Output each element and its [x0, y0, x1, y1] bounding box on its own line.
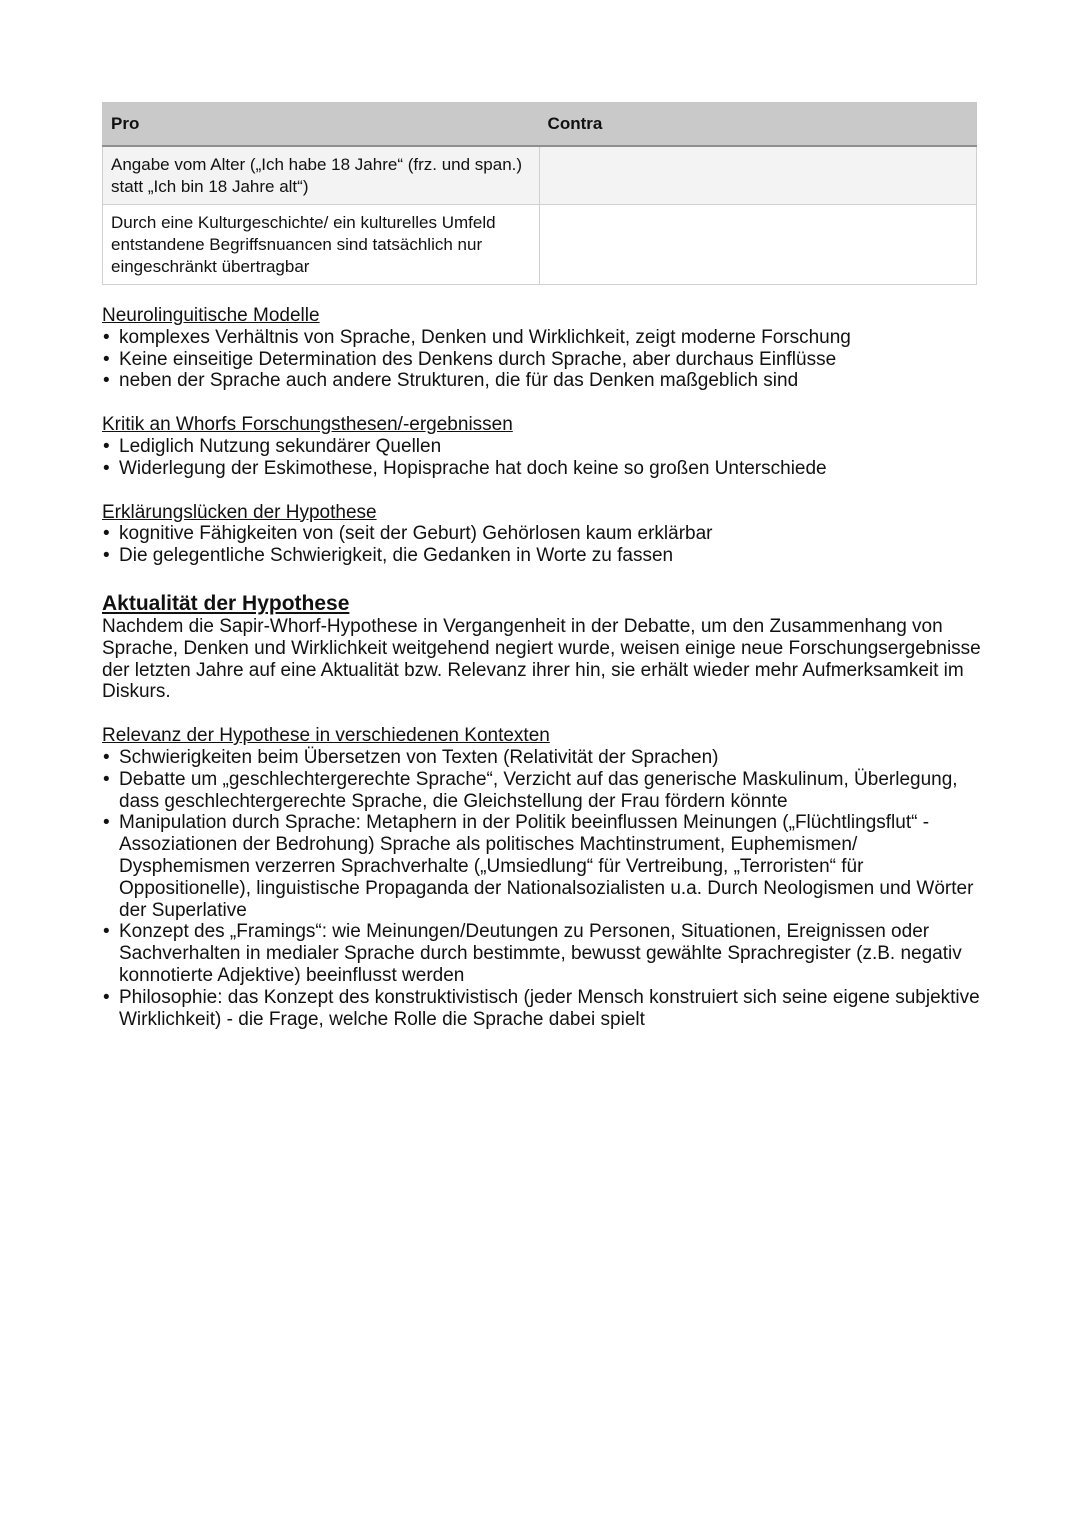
bullet-list: [102, 327, 982, 392]
document-body: [102, 305, 982, 1030]
list-item: • Lediglich Nutzung sekundärer Quellen: [102, 436, 982, 458]
pro-contra-table: [102, 102, 977, 285]
list-item: • kognitive Fähigkeiten von (seit der Geburt) Gehörlosen kaum erklärbar: [102, 523, 982, 545]
bullet-list: [102, 523, 982, 567]
list-item: • Schwierigkeiten beim Übersetzen von Texten (Relativität der Sprachen): [102, 747, 982, 769]
section-explanation-gaps: [102, 502, 982, 567]
table-cell-pro: Durch eine Kulturgeschichte/ ein kulturelles Umfeld entstandene Begriffsnuancen sind tatsächlich nur eingeschränkt übertragbar: [103, 205, 540, 285]
list-item: • Konzept des „Framings“: wie Meinungen/Deutungen zu Personen, Situationen, Ereignissen oder Sachverhalten in medialer Sprache durch bestimmte, bewusst gewählte Sprachregister (z.B. negativ konnotierte Adjektive) beeinflusst werden: [102, 921, 982, 986]
list-item: • komplexes Verhältnis von Sprache, Denken und Wirklichkeit, zeigt moderne Forschung: [102, 327, 982, 349]
list-item: • Debatte um „geschlechtergerechte Sprache“, Verzicht auf das generische Maskulinum, Überlegung, dass geschlechtergerechte Sprache, die Gleichstellung der Frau fördern könnte: [102, 769, 982, 813]
section-heading: Kritik an Whorfs Forschungsthesen/-ergebnissen: [102, 414, 513, 436]
section-critique: [102, 414, 982, 479]
section-heading: Relevanz der Hypothese in verschiedenen Kontexten: [102, 725, 550, 747]
paragraph: Nachdem die Sapir-Whorf-Hypothese in Vergangenheit in der Debatte, um den Zusammenhang von Sprache, Denken und Wirklichkeit weitgehend negiert wurde, weisen einige neue Forschungsergebnisse der letzten Jahre auf eine Aktualität bzw. Relevanz ihrer hin, sie erhält wieder mehr Aufmerksamkeit im Diskurs.: [102, 615, 981, 703]
table-cell-contra: [539, 146, 976, 205]
section-actuality: [102, 592, 982, 703]
list-item: • neben der Sprache auch andere Strukturen, die für das Denken maßgeblich sind: [102, 370, 982, 392]
section-heading: Neurolinguitische Modelle: [102, 305, 320, 326]
section-neurolinguistic-models: [102, 305, 982, 392]
table-row: [103, 205, 977, 285]
section-heading: Erklärungslücken der Hypothese: [102, 501, 377, 523]
list-item: • Widerlegung der Eskimothese, Hopisprache hat doch keine so großen Unterschiede: [102, 458, 982, 480]
column-header-pro: Pro: [103, 103, 540, 147]
table-cell-pro: Angabe vom Alter („Ich habe 18 Jahre“ (frz. und span.) statt „Ich bin 18 Jahre alt“): [103, 146, 540, 205]
section-relevance: [102, 725, 982, 1030]
list-item: • Keine einseitige Determination des Denkens durch Sprache, aber durchaus Einflüsse: [102, 349, 982, 371]
table-cell-contra: [539, 205, 976, 285]
column-header-contra: Contra: [539, 103, 976, 147]
bullet-list: [102, 436, 982, 480]
list-item: • Manipulation durch Sprache: Metaphern in der Politik beeinflussen Meinungen („Flüchtlingsflut“ - Assoziationen der Bedrohung) Sprache als politisches Machtinstrument, Euphemismen/ Dysphemismen verzerren Sprachverhalte („Umsiedlung“ für Vertreibung, „Terroristen“ für Oppositionelle), linguistische Propaganda der Nationalsozialisten u.a. Durch Neologismen und Wörter der Superlative: [102, 812, 982, 921]
table-header-row: [103, 103, 977, 147]
bullet-list: [102, 747, 982, 1030]
page-heading: Aktualität der Hypothese: [102, 591, 350, 615]
table-row: [103, 146, 977, 205]
list-item: • Die gelegentliche Schwierigkeit, die Gedanken in Worte zu fassen: [102, 545, 982, 567]
list-item: • Philosophie: das Konzept des konstruktivistisch (jeder Mensch konstruiert sich seine eigene subjektive Wirklichkeit) - die Frage, welche Rolle die Sprache dabei spielt: [102, 987, 982, 1031]
